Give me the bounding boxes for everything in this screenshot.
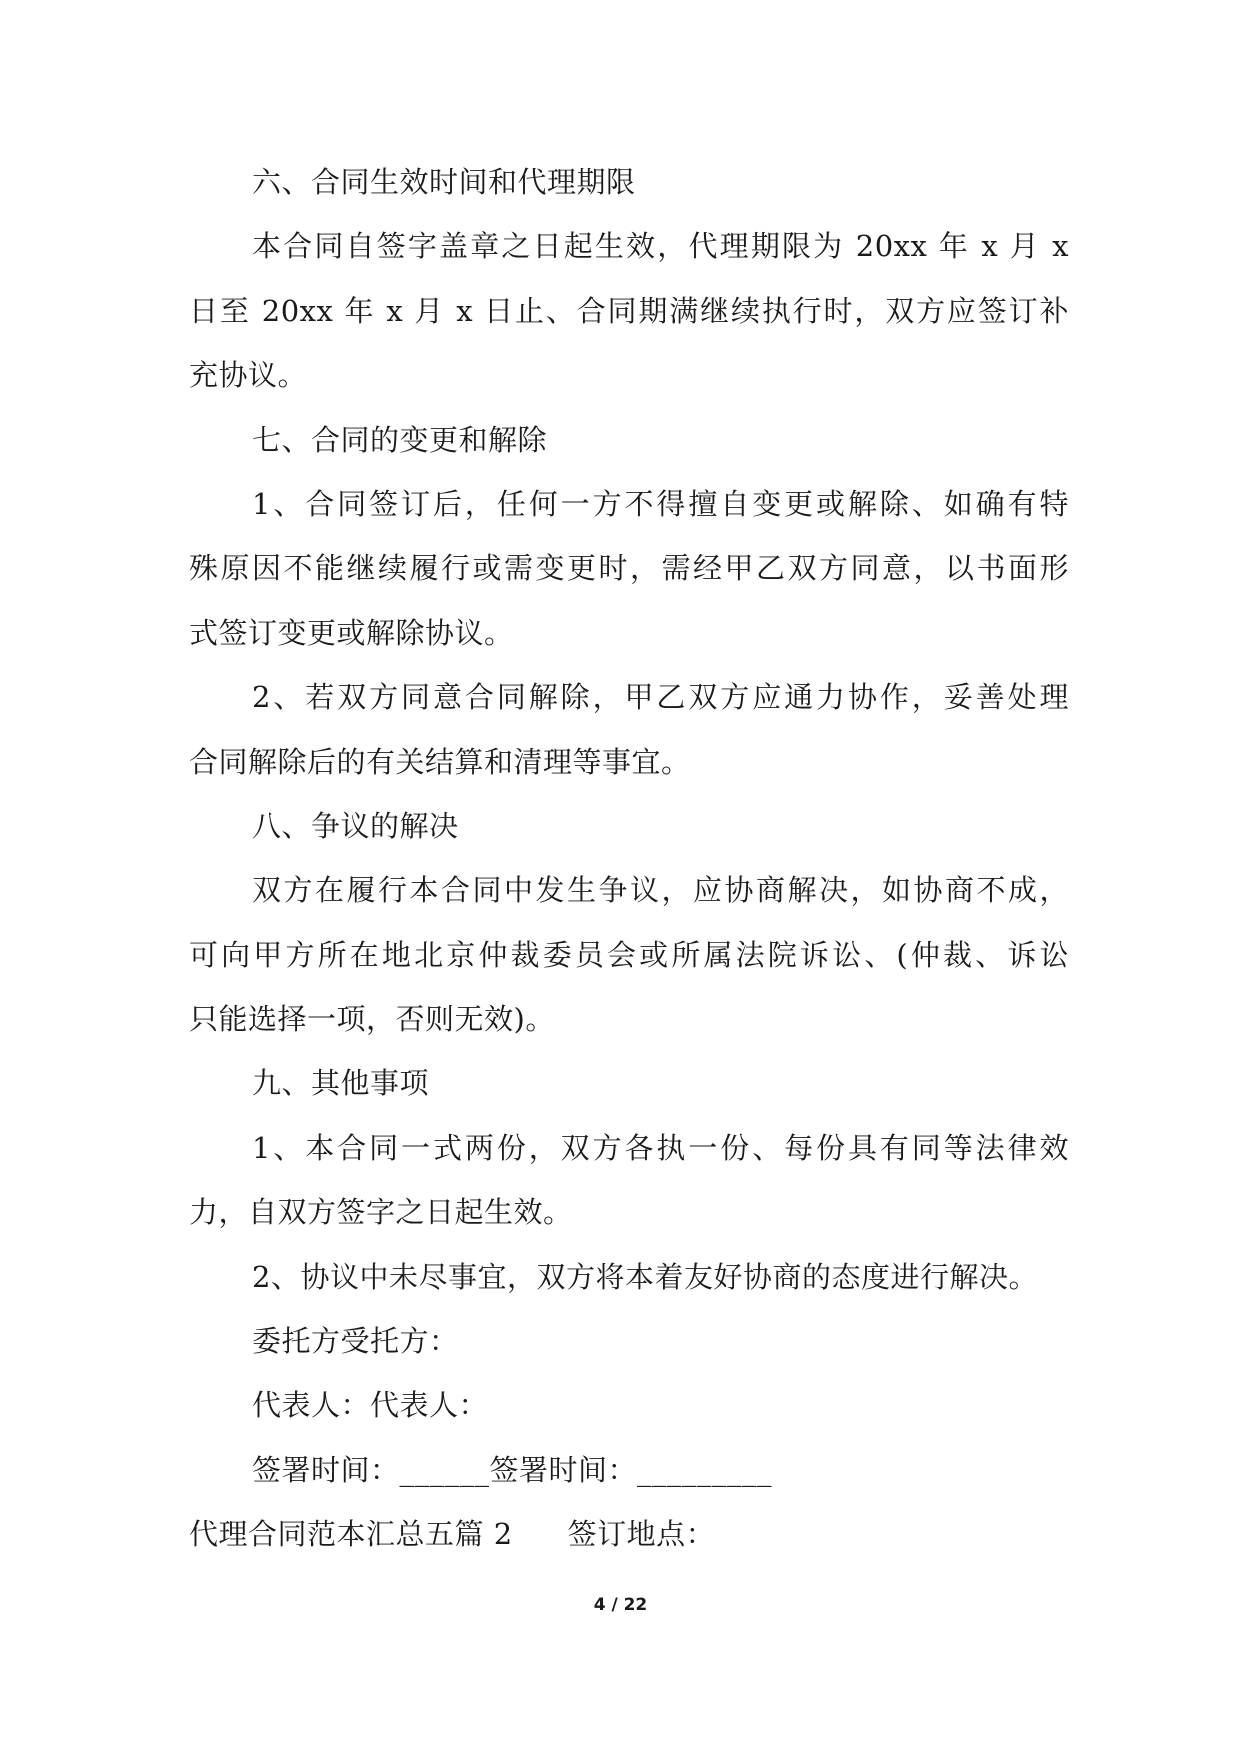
paragraph-line: 日至 20xx 年 x 月 x 日止、合同期满继续执行时，双方应签订补: [189, 293, 1069, 328]
paragraph-line: 只能选择一项，否则无效)。: [189, 1002, 555, 1037]
paragraph-line: 1、合同签订后，任何一方不得擅自变更或解除、如确有特: [252, 486, 1069, 521]
document-title: 代理合同范本汇总五篇 2: [189, 1517, 513, 1552]
section-heading-6: 六、合同生效时间和代理期限: [252, 165, 636, 199]
paragraph-line: 合同解除后的有关结算和清理等事宜。: [189, 744, 691, 779]
sign-time-line: 签署时间：______签署时间：_________: [252, 1452, 773, 1487]
representatives-line: 代表人：代表人：: [252, 1388, 489, 1423]
section-heading-8: 八、争议的解决: [252, 808, 459, 843]
paragraph-line: 2、协议中未尽事宜，双方将本着友好协商的态度进行解决。: [252, 1259, 1038, 1294]
document-body: [189, 150, 1069, 1567]
paragraph-line: 2、若双方同意合同解除，甲乙双方应通力协作，妥善处理: [252, 680, 1069, 715]
paragraph-line: 1、本合同一式两份，双方各执一份、每份具有同等法律效: [252, 1130, 1069, 1165]
paragraph-line: 式签订变更或解除协议。: [189, 615, 514, 650]
paragraph-line: 力，自双方签字之日起生效。: [189, 1195, 573, 1230]
closing-line: [189, 1502, 1069, 1566]
parties-line: 委托方受托方：: [252, 1324, 459, 1359]
paragraph-line: 殊原因不能继续履行或需变更时，需经甲乙双方同意，以书面形: [189, 551, 1069, 586]
sign-place: 签订地点：: [567, 1517, 716, 1552]
paragraph-line: 充协议。: [189, 358, 308, 393]
paragraph-line: 本合同自签字盖章之日起生效，代理期限为 20xx 年 x 月 x: [252, 229, 1069, 264]
page-number: 4 / 22: [593, 1595, 648, 1615]
section-heading-7: 七、合同的变更和解除: [252, 422, 548, 457]
paragraph-line: 双方在履行本合同中发生争议，应协商解决，如协商不成，: [252, 873, 1069, 908]
section-heading-9: 九、其他事项: [252, 1066, 430, 1101]
paragraph-line: 可向甲方所在地北京仲裁委员会或所属法院诉讼、(仲裁、诉讼: [189, 937, 1069, 972]
